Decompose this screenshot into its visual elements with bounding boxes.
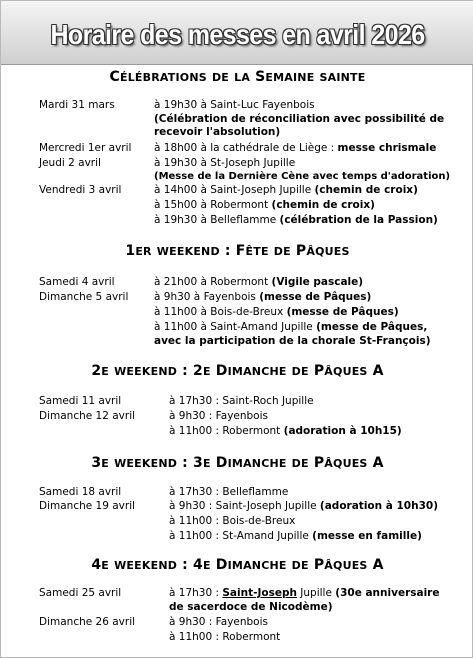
title-banner [1, 1, 473, 65]
date-label: Dimanche 19 avril [39, 500, 136, 512]
date-label: Vendredi 3 avril [39, 184, 122, 196]
date-label: Jeudi 2 avril [39, 157, 101, 169]
schedule-line: à 11h00 : St-Amand Jupille (messe en famille) [169, 530, 422, 542]
schedule-line: à 11h00 à Bois-de-Breux (messe de Pâques) [154, 306, 399, 318]
schedule-line: à 15h00 à Robermont (chemin de croix) [154, 199, 375, 211]
schedule-note: (Célébration de réconciliation avec possibilité de [154, 113, 445, 125]
schedule-line: à 11h00 : Bois-de-Breux [169, 515, 296, 527]
page-title: Horaire des messes en avril 2026 [50, 19, 425, 51]
date-label: Samedi 18 avril [39, 486, 122, 498]
section-heading-week-4: 4E WEEKEND : 4E DIMANCHE DE PÂQUES A [91, 557, 384, 573]
section-heading-week-3: 3E WEEKEND : 3E DIMANCHE DE PÂQUES A [91, 455, 384, 471]
section-heading-holy-week: CÉLÉBRATIONS DE LA SEMAINE SAINTE [109, 69, 366, 85]
date-label: Samedi 11 avril [39, 395, 122, 407]
date-label: Mardi 31 mars [39, 99, 115, 111]
schedule-line: à 11h00 à Saint-Amand Jupille (messe de Pâques, [154, 321, 428, 333]
schedule-line: à 9h30 : Saint-Joseph Jupille (adoration à 10h30) [169, 500, 439, 512]
schedule-line: à 17h30 : Saint-Roch Jupille [169, 395, 314, 407]
schedule-line: à 17h30 : Saint-Joseph Jupille (30e anniversaire [169, 587, 440, 599]
schedule-line: à 17h30 : Belleflamme [169, 486, 289, 498]
schedule-note: avec la participation de la chorale St-François) [154, 335, 431, 347]
schedule-note: (Messe de la Dernière Cène avec temps d'adoration) [154, 171, 451, 182]
schedule-line: à 18h00 à la cathédrale de Liège : messe chrismale [154, 142, 437, 154]
section-heading-week-2: 2E WEEKEND : 2E DIMANCHE DE PÂQUES A [91, 363, 384, 379]
date-label: Dimanche 5 avril [39, 291, 129, 303]
date-label: Mercredi 1er avril [39, 142, 132, 154]
schedule-note: de sacerdoce de Nicodème) [169, 601, 333, 613]
section-heading-easter: 1ER WEEKEND : FÊTE DE PÂQUES [125, 243, 350, 259]
schedule-line: à 21h00 à Robermont (Vigile pascale) [154, 276, 364, 288]
schedule-line: à 9h30 à Fayenbois (messe de Pâques) [154, 291, 372, 303]
schedule-line: à 9h30 : Fayenbois [169, 616, 268, 628]
date-label: Samedi 25 avril [39, 587, 122, 599]
schedule-line: à 19h30 à St-Joseph Jupille [154, 157, 296, 169]
schedule-line: à 19h30 à Saint-Luc Fayenbois [154, 99, 315, 111]
schedule-line: à 11h00 : Robermont [169, 631, 281, 643]
schedule-line: à 19h30 à Belleflamme (célébration de la Passion) [154, 214, 438, 226]
schedule-line: à 11h00 : Robermont (adoration à 10h15) [169, 425, 402, 437]
date-label: Dimanche 12 avril [39, 410, 136, 422]
schedule-line: à 14h00 à Saint-Joseph Jupille (chemin de croix) [154, 184, 418, 196]
schedule-note: recevoir l'absolution) [154, 126, 281, 138]
schedule-line: à 9h30 : Fayenbois [169, 410, 268, 422]
date-label: Dimanche 26 avril [39, 616, 136, 628]
date-label: Samedi 4 avril [39, 276, 115, 288]
